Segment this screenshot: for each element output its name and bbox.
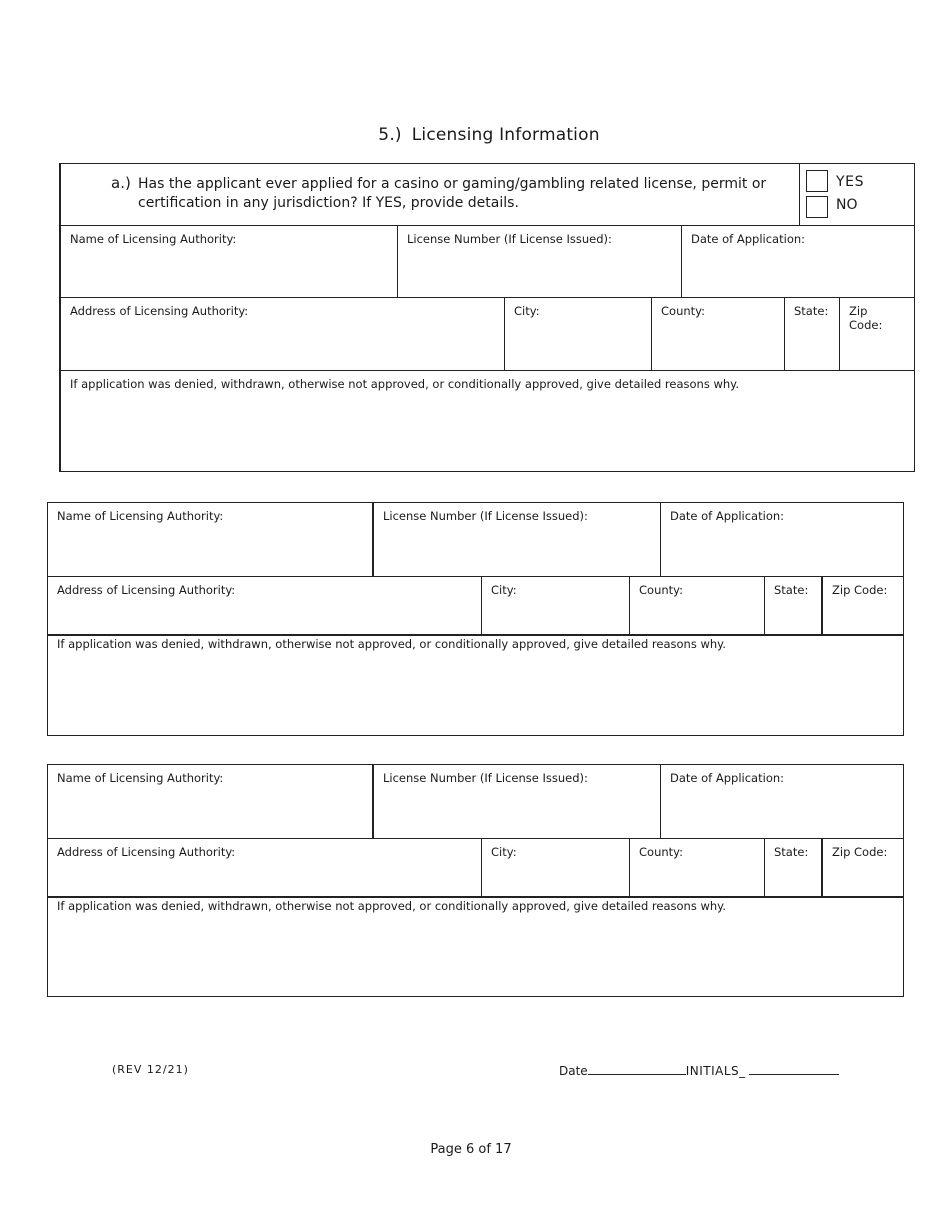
licensing-record-2 bbox=[47, 502, 904, 736]
county-field[interactable] bbox=[655, 318, 781, 368]
authority-address-cell[interactable] bbox=[61, 298, 504, 371]
city-field[interactable] bbox=[485, 859, 626, 894]
authority-row bbox=[61, 225, 914, 298]
date-initials-line bbox=[559, 1062, 839, 1078]
reasons-field[interactable] bbox=[51, 914, 900, 993]
city-field[interactable] bbox=[508, 318, 648, 368]
reasons-row bbox=[48, 634, 903, 735]
zip-label: Zip Code: bbox=[832, 583, 888, 597]
authority-address-field[interactable] bbox=[64, 318, 501, 368]
reasons-field[interactable] bbox=[64, 391, 911, 468]
zip-cell[interactable] bbox=[821, 839, 903, 897]
license-number-cell[interactable] bbox=[397, 226, 681, 298]
county-cell[interactable] bbox=[629, 839, 764, 897]
county-label: County: bbox=[661, 304, 705, 318]
city-label: City: bbox=[491, 845, 517, 859]
question-a bbox=[61, 164, 800, 225]
zip-label: Zip Code: bbox=[849, 304, 883, 332]
state-label: State: bbox=[774, 583, 809, 597]
license-number-field[interactable] bbox=[377, 523, 657, 573]
address-row bbox=[48, 838, 903, 897]
zip-label: Zip Code: bbox=[832, 845, 888, 859]
authority-name-label: Name of Licensing Authority: bbox=[70, 232, 237, 246]
license-number-cell[interactable] bbox=[372, 765, 660, 838]
section-title-text: Licensing Information bbox=[411, 125, 600, 145]
reasons-cell[interactable] bbox=[48, 898, 903, 996]
application-date-cell[interactable] bbox=[660, 765, 903, 838]
reasons-label: If application was denied, withdrawn, otherwise not approved, or conditionally approved, give detailed reasons why. bbox=[70, 377, 740, 391]
state-field[interactable] bbox=[768, 597, 818, 632]
county-field[interactable] bbox=[633, 597, 761, 632]
authority-address-label: Address of Licensing Authority: bbox=[70, 304, 249, 318]
no-checkbox[interactable] bbox=[806, 196, 828, 218]
initials-signature-field[interactable] bbox=[749, 1062, 839, 1075]
application-date-field[interactable] bbox=[664, 523, 900, 573]
reasons-field[interactable] bbox=[51, 652, 900, 732]
reasons-row bbox=[61, 370, 914, 471]
reasons-row bbox=[48, 896, 903, 996]
authority-name-cell[interactable] bbox=[48, 503, 372, 576]
application-date-label: Date of Application: bbox=[670, 509, 785, 523]
city-label: City: bbox=[514, 304, 540, 318]
state-label: State: bbox=[774, 845, 809, 859]
authority-address-field[interactable] bbox=[51, 597, 478, 632]
reasons-cell[interactable] bbox=[61, 371, 914, 471]
application-date-label: Date of Application: bbox=[691, 232, 806, 246]
city-cell[interactable] bbox=[481, 839, 629, 897]
state-field[interactable] bbox=[788, 318, 836, 368]
zip-field[interactable] bbox=[826, 597, 900, 632]
date-label: Date bbox=[559, 1064, 588, 1078]
license-number-cell[interactable] bbox=[372, 503, 660, 576]
zip-cell[interactable] bbox=[839, 298, 914, 371]
state-cell[interactable] bbox=[764, 577, 821, 635]
state-cell[interactable] bbox=[784, 298, 839, 371]
authority-name-field[interactable] bbox=[64, 246, 394, 295]
county-field[interactable] bbox=[633, 859, 761, 894]
zip-cell[interactable] bbox=[821, 577, 903, 635]
county-cell[interactable] bbox=[629, 577, 764, 635]
no-label: NO bbox=[836, 197, 858, 213]
revision-note: (REV 12/21) bbox=[112, 1063, 189, 1076]
city-label: City: bbox=[491, 583, 517, 597]
county-cell[interactable] bbox=[651, 298, 784, 371]
authority-row bbox=[48, 765, 903, 838]
license-number-label: License Number (If License Issued): bbox=[383, 509, 588, 523]
zip-field[interactable] bbox=[843, 330, 911, 368]
authority-name-field[interactable] bbox=[51, 523, 369, 573]
license-number-field[interactable] bbox=[401, 246, 678, 295]
license-number-field[interactable] bbox=[377, 785, 657, 835]
application-date-cell[interactable] bbox=[660, 503, 903, 576]
address-row bbox=[61, 297, 914, 371]
state-label: State: bbox=[794, 304, 829, 318]
authority-address-label: Address of Licensing Authority: bbox=[57, 583, 236, 597]
authority-address-cell[interactable] bbox=[48, 839, 481, 897]
authority-name-cell[interactable] bbox=[61, 226, 397, 298]
initials-separator: _ bbox=[739, 1064, 746, 1078]
license-number-label: License Number (If License Issued): bbox=[407, 232, 612, 246]
state-cell[interactable] bbox=[764, 839, 821, 897]
county-label: County: bbox=[639, 583, 683, 597]
yes-no-group bbox=[800, 164, 914, 225]
initials-label: INITIALS bbox=[685, 1064, 740, 1078]
question-text: Has the applicant ever applied for a casino or gaming/gambling related license, permit or certification in any jurisdiction? If YES, provide details. bbox=[138, 176, 767, 211]
license-number-label: License Number (If License Issued): bbox=[383, 771, 588, 785]
county-label: County: bbox=[639, 845, 683, 859]
authority-address-label: Address of Licensing Authority: bbox=[57, 845, 236, 859]
authority-name-label: Name of Licensing Authority: bbox=[57, 509, 224, 523]
city-field[interactable] bbox=[485, 597, 626, 632]
yes-checkbox[interactable] bbox=[806, 170, 828, 192]
city-cell[interactable] bbox=[481, 577, 629, 635]
application-date-field[interactable] bbox=[685, 246, 911, 295]
authority-row bbox=[48, 503, 903, 576]
application-date-cell[interactable] bbox=[681, 226, 914, 298]
application-date-label: Date of Application: bbox=[670, 771, 785, 785]
reasons-label: If application was denied, withdrawn, otherwise not approved, or conditionally approved, give detailed reasons why. bbox=[57, 637, 727, 651]
city-cell[interactable] bbox=[504, 298, 651, 371]
yes-label: YES bbox=[836, 174, 865, 190]
authority-name-label: Name of Licensing Authority: bbox=[57, 771, 224, 785]
address-row bbox=[48, 576, 903, 635]
authority-address-cell[interactable] bbox=[48, 577, 481, 635]
authority-name-cell[interactable] bbox=[48, 765, 372, 838]
section-title bbox=[0, 125, 950, 145]
licensing-record-3 bbox=[47, 764, 904, 997]
zip-field[interactable] bbox=[826, 859, 900, 894]
application-date-field[interactable] bbox=[664, 785, 900, 835]
reasons-label: If application was denied, withdrawn, otherwise not approved, or conditionally approved, give detailed reasons why. bbox=[57, 899, 727, 913]
state-field[interactable] bbox=[768, 859, 818, 894]
authority-address-field[interactable] bbox=[51, 859, 478, 894]
section-number: 5.) bbox=[378, 125, 402, 145]
question-letter: a.) bbox=[111, 174, 131, 192]
date-signature-field[interactable] bbox=[588, 1062, 686, 1075]
page-number: Page 6 of 17 bbox=[430, 1142, 512, 1157]
reasons-cell[interactable] bbox=[48, 636, 903, 735]
licensing-record-1 bbox=[59, 163, 915, 472]
authority-name-field[interactable] bbox=[51, 785, 369, 835]
